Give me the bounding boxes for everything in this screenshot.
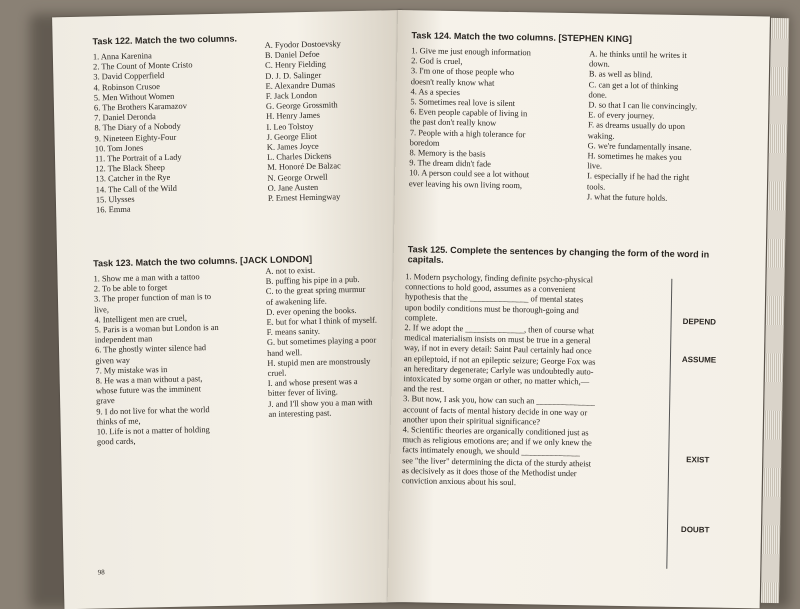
list-item: B. Daniel Defoe [264, 49, 320, 61]
list-item: H. stupid men are monstrously [267, 356, 371, 368]
list-item: ever leaving his own living room, [408, 178, 523, 190]
list-item: D. ever opening the books. [266, 305, 357, 317]
list-item: live. [587, 161, 603, 171]
list-item: 10. A person could see a lot without [409, 168, 530, 180]
word-depend: DEPEND [682, 317, 717, 327]
task-125-title: Task 125. Complete the sentences by changing the form of the word in capitals. [407, 244, 710, 265]
list-item: 6. The Brothers Karamazov [93, 101, 187, 113]
list-item: independent man [94, 334, 153, 345]
list-item: P. Ernest Hemingway [267, 192, 341, 203]
list-item: 1. Show me a man with a tattoo [93, 272, 200, 284]
sentence-line: intoxicated by some organ or other, no matter which,— [403, 374, 590, 387]
sentence-line: medical materialism insists on must be true in a general [404, 333, 591, 346]
task-122-title: Task 122. Match the two columns. [92, 33, 238, 47]
list-item: I. and whose present was a [267, 377, 358, 389]
list-item: 8. The Diary of a Nobody [94, 122, 181, 133]
task-123-title: Task 123. Match the two columns. [JACK LONDON] [93, 253, 313, 269]
sentence-line: and the rest. [403, 384, 445, 395]
list-item: I. Leo Tolstoy [266, 121, 314, 132]
list-item: grave [96, 396, 115, 406]
list-item: 4. Robinson Crusoe [93, 81, 160, 93]
list-item: C. to the great spring murmur [265, 285, 366, 297]
sentence-line: an hereditary degenerate; Carlyle was undoubtedly auto- [403, 363, 594, 377]
answer-divider [666, 279, 672, 569]
list-item: 8. He was a man without a past, [95, 374, 203, 386]
list-item: 5. Paris is a woman but London is an [94, 322, 219, 335]
sentence-line: much as religious emotions are; and if we only knew the [402, 435, 592, 448]
left-page [52, 10, 414, 609]
list-item: L. Charles Dickens [266, 151, 332, 163]
list-item: B. as well as blind. [588, 69, 653, 80]
task-122-column-b [265, 39, 344, 204]
sentence-line: 3. But now, I ask you, how can such an ______________ [403, 394, 596, 407]
task-123-column-a [93, 271, 257, 448]
list-item: 3. David Copperfield [93, 71, 165, 82]
list-item: the past don't really know [409, 117, 497, 129]
list-item: doesn't really know what [410, 76, 495, 88]
sentence-line: see "the liver" determining the dicta of the sturdy atheist [402, 455, 592, 469]
task-124-column-b [587, 49, 730, 204]
list-item: of awakening life. [265, 296, 327, 307]
list-item: K. James Joyce [266, 141, 319, 152]
list-item: 10. Life is not a matter of holding [96, 425, 210, 437]
list-item: G. George Grossmith [265, 100, 338, 112]
task-125-sentences [402, 272, 668, 491]
sentence-line: complete. [404, 312, 438, 323]
list-item: I. especially if he had the right [587, 171, 690, 183]
list-item: 1. Anna Karenina [92, 51, 152, 62]
list-item: tools. [586, 181, 606, 192]
list-item: 9. The dream didn't fade [409, 158, 491, 169]
list-item: J. and I'll show you a man with [268, 397, 373, 409]
list-item: H. sometimes he makes you [587, 151, 682, 163]
sentence-line: as decisively as it does those of the Methodist under [401, 465, 577, 479]
task-125 [408, 244, 718, 272]
list-item: 7. People with a high tolerance for [409, 127, 526, 139]
list-item: down. [589, 59, 610, 69]
list-item: C. Henry Fielding [265, 60, 326, 71]
list-item: F. Jack London [265, 90, 318, 101]
list-item: H. Henry James [266, 111, 321, 122]
list-item: done. [588, 90, 608, 100]
task-122 [92, 30, 392, 49]
list-item: 10. Tom Jones [94, 143, 144, 154]
list-item: cruel. [267, 368, 287, 378]
list-item: 5. Men Without Women [93, 91, 175, 103]
list-item: 9. Nineteen Eighty-Four [94, 132, 177, 144]
sentence-line: 4. Scientific theories are organically conditioned just as [402, 425, 589, 438]
list-item: E. Alexandre Dumas [265, 80, 336, 91]
task-124-title: Task 124. Match the two columns. [STEPHEN KING] [411, 30, 632, 45]
sentence-line: another upon their spiritual significance? [402, 414, 541, 427]
word-exist: EXIST [686, 455, 710, 465]
list-item: 3. The proper function of man is to [93, 292, 212, 304]
list-item: 6. The ghostly winter silence had [94, 343, 207, 355]
list-item: an interesting past. [268, 408, 332, 419]
list-item: A. he thinks until he writes it [589, 49, 687, 61]
list-item: G. we're fundamentally insane. [587, 141, 692, 152]
right-page [388, 10, 770, 608]
list-item: 7. My mistake was in [95, 364, 168, 376]
sentence-line: 2. If we adopt the ______________, then of course what [404, 323, 595, 336]
list-item: 2. To be able to forget [93, 283, 168, 294]
list-item: 2. God is cruel, [411, 56, 463, 67]
list-item: 14. The Call of the Wild [95, 183, 178, 195]
task-122-column-a [93, 50, 196, 215]
list-item: 4. As a species [410, 87, 460, 97]
list-item: 7. Daniel Deronda [94, 112, 156, 123]
list-item: bitter fever of living. [267, 387, 338, 399]
list-item: D. so that I can lie convincingly. [588, 100, 698, 112]
sentence-line: upon bodily conditions must be thorough-going and [404, 302, 579, 315]
word-doubt: DOUBT [680, 525, 710, 535]
list-item: live, [94, 304, 109, 315]
sentence-line: connections to hold good, assumes as a convenient [405, 282, 576, 295]
list-item: boredom [409, 138, 440, 148]
sentence-line: 1. Modern psychology, finding definite psycho-physical [405, 272, 594, 285]
list-item: hand well. [267, 347, 303, 358]
list-item: F. means sanity. [266, 327, 321, 338]
list-item: 15. Ulysses [95, 194, 135, 205]
task-124-column-a [409, 46, 581, 192]
task-123-column-b [265, 264, 408, 420]
list-item: 5. Sometimes real love is silent [410, 97, 516, 109]
list-item: A. Fyodor Dostoevsky [264, 39, 341, 50]
list-item: 12. The Black Sheep [95, 163, 165, 174]
list-item: 4. Intelligent men are cruel, [94, 313, 188, 325]
list-item: G. but sometimes playing a poor [266, 336, 377, 348]
list-item: 2. The Count of Monte Cristo [93, 60, 193, 72]
sentence-line: account of facts of mental history decide in one way or [402, 404, 588, 418]
list-item: 6. Even people capable of living in [410, 107, 528, 119]
list-item: F. as dreams usually do upon [587, 120, 686, 132]
list-item: C. can get a lot of thinking [588, 79, 679, 91]
list-item: waking. [587, 130, 615, 141]
list-item: N. George Orwell [267, 172, 328, 183]
list-item: J. what the future holds. [586, 192, 668, 203]
list-item: good cards, [96, 436, 136, 447]
list-item: 8. Memory is the basis [409, 148, 486, 159]
list-item: 13. Catcher in the Rye [95, 173, 171, 184]
sentence-line: hypothesis that the ______________ of mental states [404, 292, 584, 305]
list-item: A. not to exist. [265, 265, 316, 276]
list-item: 11. The Portrait of a Lady [94, 152, 182, 164]
list-item: O. Jane Austen [267, 182, 319, 193]
sentence-line: way, if not in every detail: Saint Paul certainly had once [404, 343, 592, 356]
sentence-line: facts intimately enough, we should ______________ [402, 445, 581, 458]
list-item: given way [95, 355, 131, 366]
list-item: 9. I do not live for what the world [96, 404, 210, 417]
sentence-line: an epileptoid, if not an epileptic seizure; George Fox was [403, 353, 596, 367]
list-item: 16. Emma [96, 204, 131, 215]
list-item: J. George Eliot [266, 131, 318, 142]
list-item: 1. Give me just enough information [411, 46, 531, 58]
list-item: M. Honoré De Balzac [267, 161, 341, 173]
word-assume: ASSUME [681, 355, 717, 365]
list-item: E. of every journey. [588, 110, 655, 121]
list-item: D. J. D. Salinger [265, 70, 322, 81]
list-item: B. puffing his pipe in a pub. [265, 275, 360, 287]
page-number-left: 98 [97, 568, 105, 577]
sentence-line: conviction anxious about his soul. [401, 476, 517, 488]
list-item: whose future was the imminent [95, 384, 202, 396]
list-item: thinks of me, [96, 416, 141, 427]
list-item: 3. I'm one of those people who [410, 66, 515, 78]
list-item: E. but for what I think of myself. [266, 315, 378, 327]
